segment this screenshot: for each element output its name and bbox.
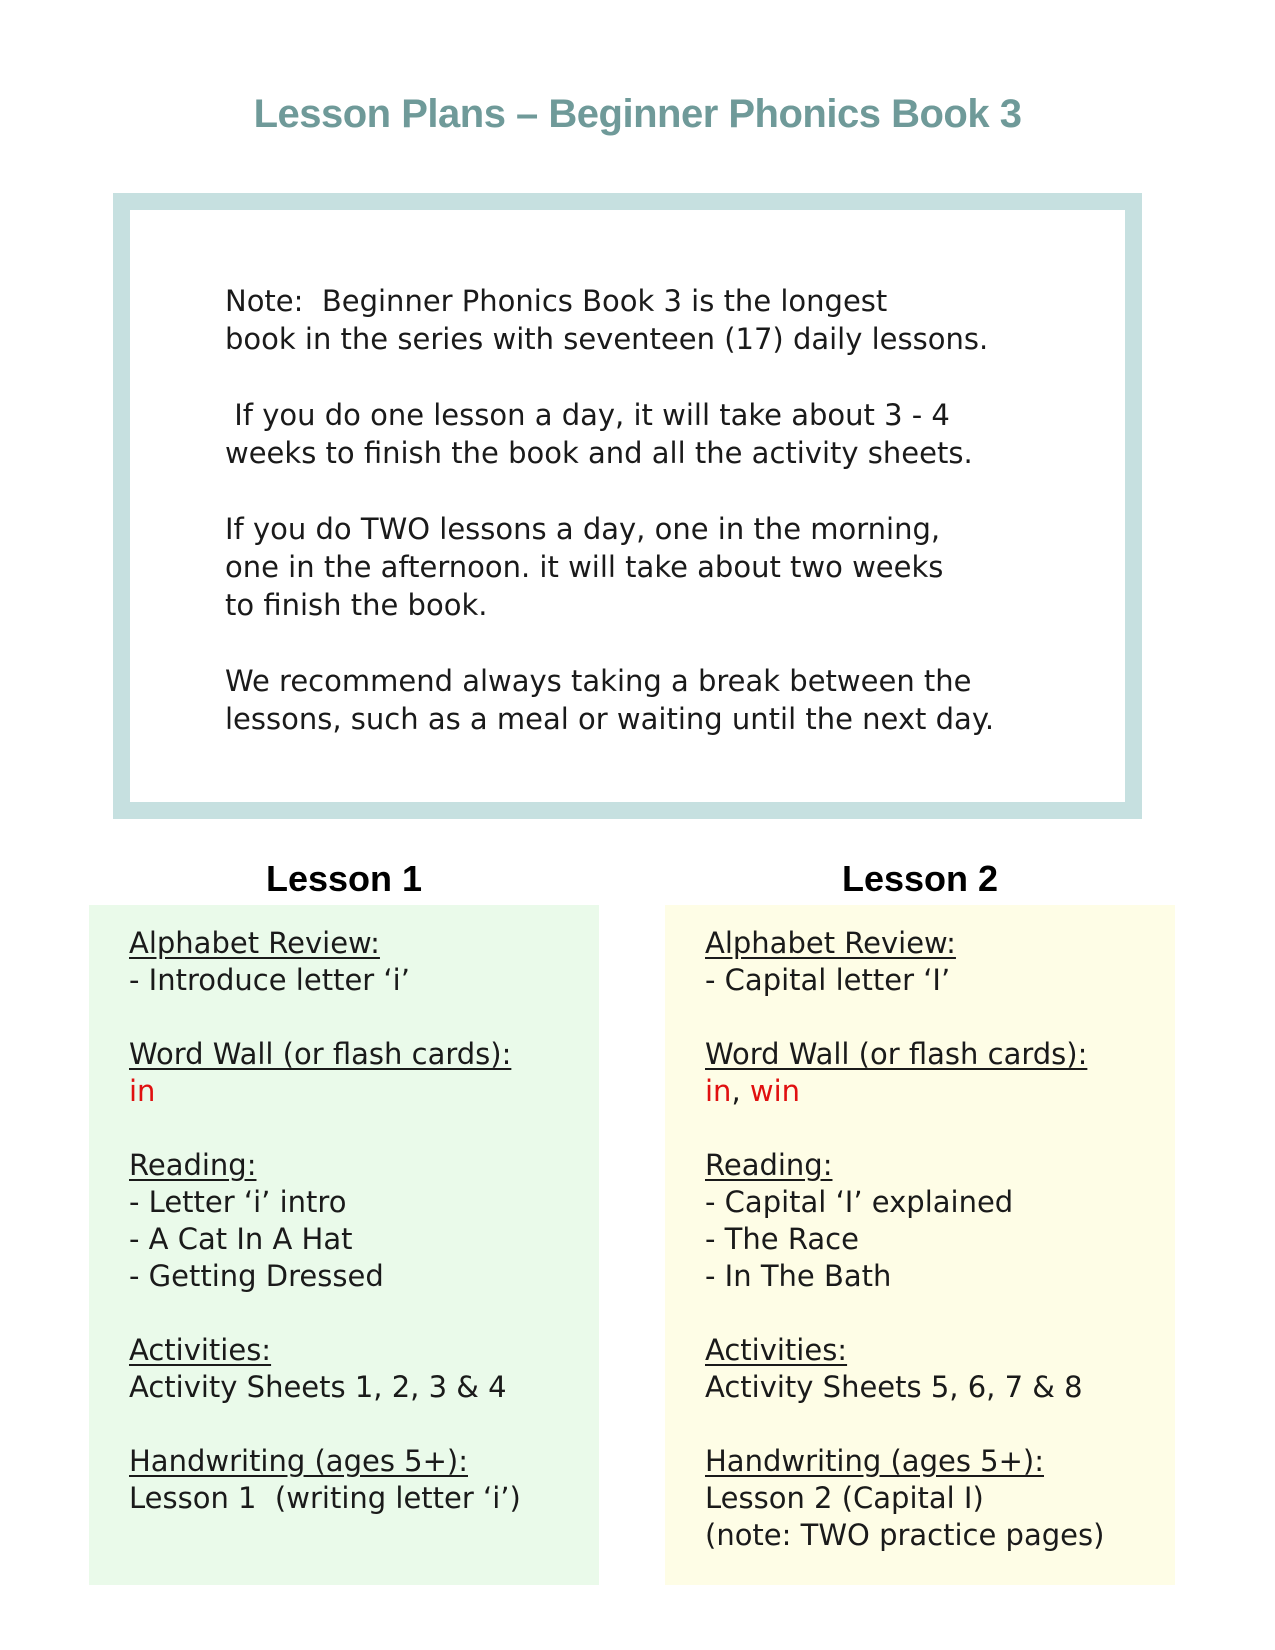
page-title: Lesson Plans – Beginner Phonics Book 3 (253, 92, 1022, 136)
section-line: - Letter ‘i’ intro (129, 1185, 347, 1219)
section-heading: Handwriting (ages 5+): (705, 1444, 1044, 1478)
section-line: - The Race (705, 1222, 859, 1256)
lesson-2-heading: Lesson 2 (841, 858, 999, 899)
word-wall-word: win (749, 1074, 801, 1108)
word-list (129, 1073, 599, 1110)
section-heading: Reading: (705, 1148, 833, 1182)
section-heading: Word Wall (or flash cards): (705, 1037, 1088, 1071)
note-paragraph: If you do TWO lessons a day, one in the morning, one in the afternoon. it will take about two weeks to finish the book. (225, 512, 944, 622)
section-line: Lesson 2 (Capital I) (705, 1481, 984, 1515)
activities-section (129, 1332, 599, 1406)
section-heading: Activities: (129, 1333, 272, 1367)
note-paragraph: We recommend always taking a break between the lessons, such as a meal or waiting until the next day. (225, 664, 995, 736)
handwriting-section (129, 1443, 599, 1517)
lesson-1-card (89, 905, 599, 1585)
section-heading: Alphabet Review: (129, 926, 380, 960)
section-line: (note: TWO practice pages) (705, 1518, 1105, 1552)
section-heading: Reading: (129, 1148, 257, 1182)
section-line: Activity Sheets 1, 2, 3 & 4 (129, 1370, 507, 1404)
lesson-2-card (665, 905, 1175, 1585)
section-heading: Alphabet Review: (705, 926, 956, 960)
section-line: - Getting Dressed (129, 1259, 384, 1293)
alphabet-review-section (705, 925, 1175, 999)
reading-section (705, 1147, 1175, 1295)
note-paragraph: Note: Beginner Phonics Book 3 is the longest book in the series with seventeen (17) daily lessons. (225, 284, 989, 356)
section-heading: Activities: (705, 1333, 848, 1367)
word-wall-word: in (705, 1074, 732, 1108)
word-wall-section (705, 1036, 1175, 1110)
section-heading: Word Wall (or flash cards): (129, 1037, 512, 1071)
note-box (113, 193, 1142, 819)
section-line: Activity Sheets 5, 6, 7 & 8 (705, 1370, 1083, 1404)
section-line: - Capital letter ‘I’ (705, 963, 951, 997)
alphabet-review-section (129, 925, 599, 999)
section-line: - In The Bath (705, 1259, 892, 1293)
activities-section (705, 1332, 1175, 1406)
note-paragraph: If you do one lesson a day, it will take about 3 - 4 weeks to finish the book and all the activity sheets. (225, 398, 973, 470)
reading-section (129, 1147, 599, 1295)
section-heading: Handwriting (ages 5+): (129, 1444, 468, 1478)
note-text (225, 282, 1045, 776)
word-wall-word: in (129, 1074, 156, 1108)
section-line: - Introduce letter ‘i’ (129, 963, 410, 997)
section-line: Lesson 1 (writing letter ‘i’) (129, 1481, 521, 1515)
word-wall-section (129, 1036, 599, 1110)
section-line: - Capital ‘I’ explained (705, 1185, 1014, 1219)
lesson-1-heading: Lesson 1 (265, 858, 423, 899)
word-list (705, 1073, 1175, 1110)
word-separator: , (731, 1074, 750, 1108)
handwriting-section (705, 1443, 1175, 1554)
section-line: - A Cat In A Hat (129, 1222, 353, 1256)
